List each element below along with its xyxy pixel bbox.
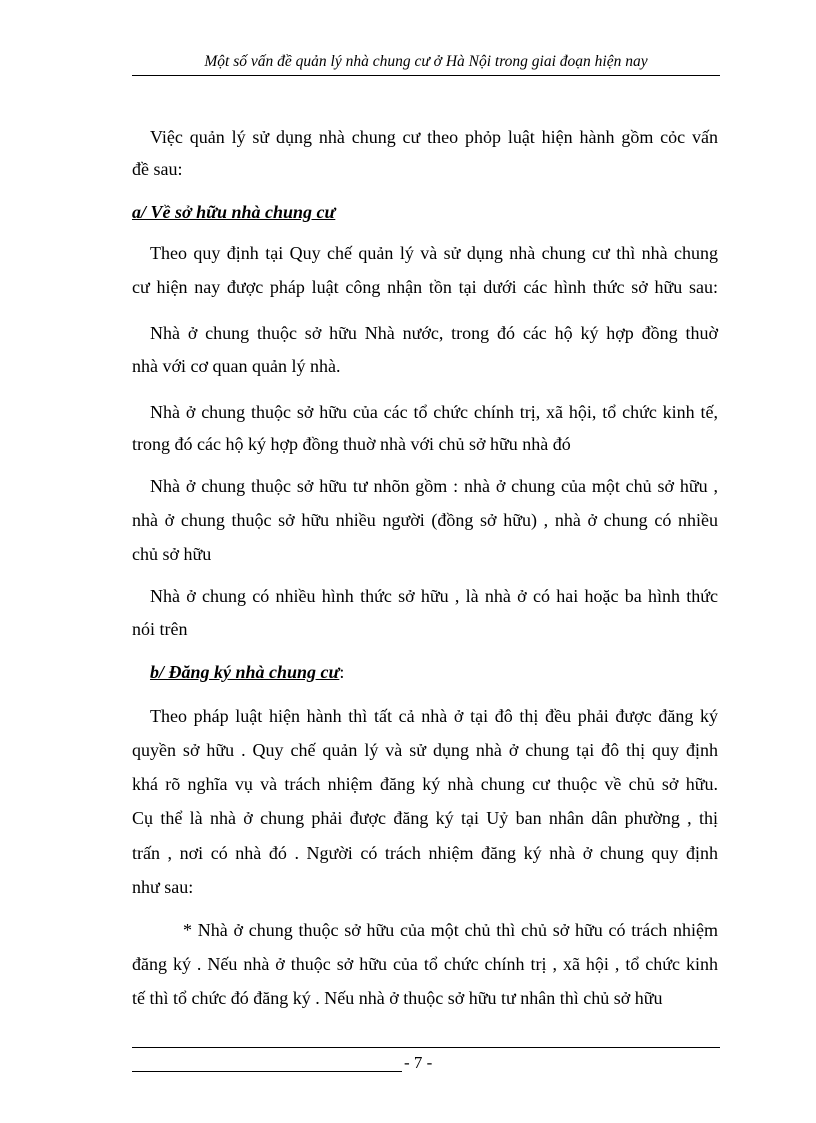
section-heading-a: a/ Về sở hữu nhà chung cư [132,202,336,222]
text-line: chủ sở hữu [132,544,212,564]
text-line: đề sau: [132,159,183,179]
text-line: Việc quản lý sử dụng nhà chung cư theo phỏp luật hiện hành gồm cỏc vấn [150,127,718,147]
text-line: quyền sở hữu . Quy chế quản lý và sử dụng nhà ở chung tại đô thị quy định [132,740,718,760]
text-line: Nhà ở chung có nhiều hình thức sở hữu , là nhà ở có hai hoặc ba hình thức [150,586,718,606]
section-heading-b-colon: : [339,662,345,682]
text-line: Cụ thể là nhà ở chung phải được đăng ký tại Uỷ ban nhân dân phường , thị [132,808,718,828]
text-line: nhà với cơ quan quản lý nhà. [132,356,341,376]
footer-short-rule [132,1071,402,1072]
text-line: trong đó các hộ ký hợp đồng thuờ nhà với chủ sở hữu nhà đó [132,434,571,454]
text-line: * Nhà ở chung thuộc sở hữu của một chủ thì chủ sở hữu có trách nhiệm [183,920,718,940]
text-line: tế thì tổ chức đó đăng ký . Nếu nhà ở thuộc sở hữu tư nhân thì chủ sở hữu [132,988,663,1008]
text-line: Nhà ở chung thuộc sở hữu của các tổ chức chính trị, xã hội, tổ chức kinh tế, [150,402,718,422]
text-line: Nhà ở chung thuộc sở hữu Nhà nước, trong đó các hộ ký hợp đồng thuờ [150,323,718,343]
text-line: Nhà ở chung thuộc sở hữu tư nhõn gồm : nhà ở chung của một chủ sở hữu , [150,476,718,496]
text-line: Theo quy định tại Quy chế quản lý và sử dụng nhà chung cư thì nhà chung [150,243,718,263]
section-heading-b: b/ Đăng ký nhà chung cư [150,662,340,682]
footer-rule [132,1047,720,1048]
text-line: trấn , nơi có nhà đó . Người có trách nhiệm đăng ký nhà ở chung quy định [132,843,718,863]
text-line: Theo pháp luật hiện hành thì tất cả nhà ở tại đô thị đều phải được đăng ký [150,706,718,726]
text-line: cư hiện nay được pháp luật công nhận tồn tại dưới các hình thức sở hữu sau: [132,277,718,297]
text-line: nhà ở chung thuộc sở hữu nhiều người (đồng sở hữu) , nhà ở chung có nhiều [132,510,718,530]
text-line: như sau: [132,877,194,897]
page-number: - 7 - [404,1053,433,1072]
text-line: khá rõ nghĩa vụ và trách nhiệm đăng ký nhà chung cư thuộc về chủ sở hữu. [132,774,718,794]
running-header: Một số vấn đề quản lý nhà chung cư ở Hà Nội trong giai đoạn hiện nay [132,52,720,76]
text-line: đăng ký . Nếu nhà ở thuộc sở hữu của tổ chức chính trị , xã hội , tổ chức kinh [132,954,718,974]
section-heading-b-wrap [150,662,344,682]
text-line: nói trên [132,619,188,639]
